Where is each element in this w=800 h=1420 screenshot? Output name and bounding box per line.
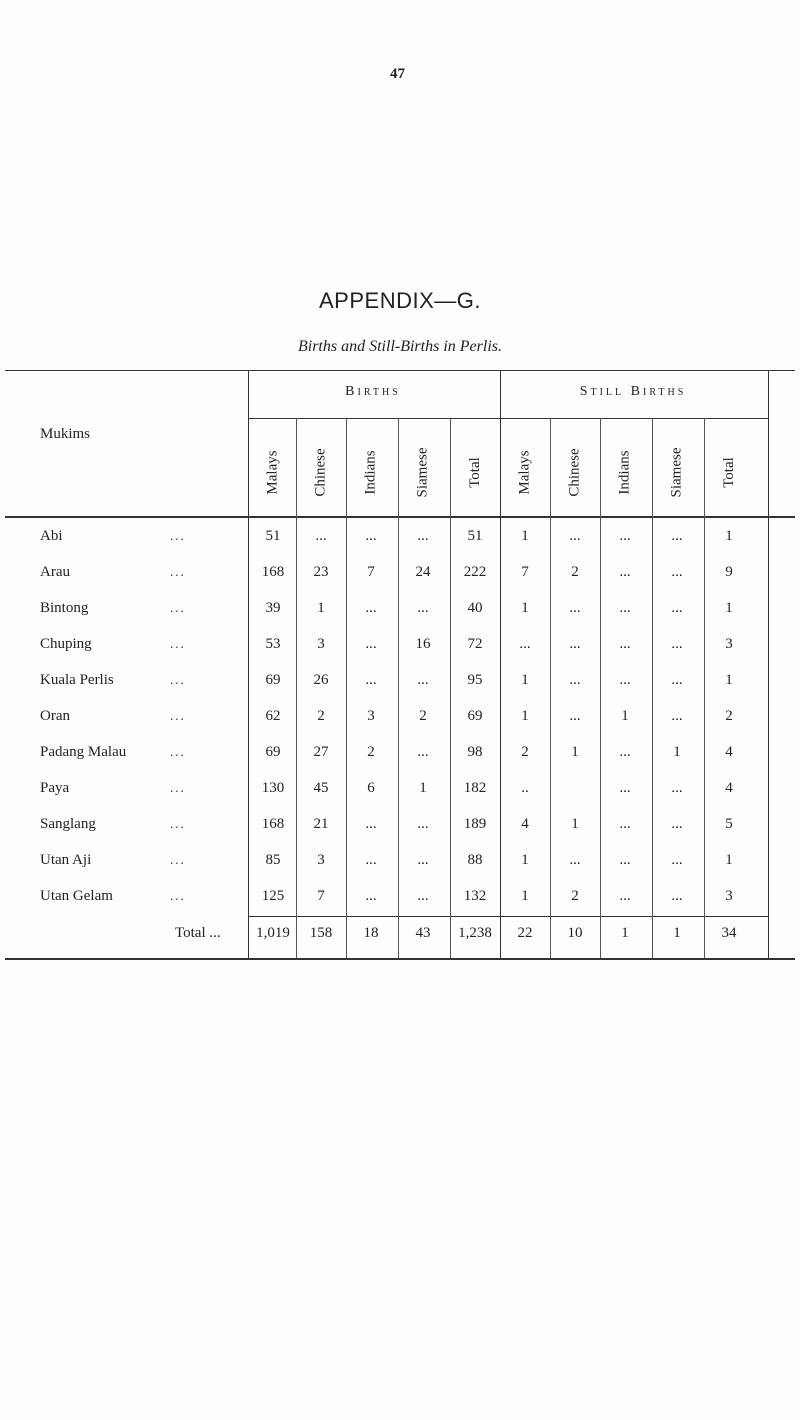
total-label: Total ...: [175, 925, 221, 941]
column-header-label: Indians: [616, 449, 633, 495]
table-cell: 4: [725, 780, 733, 796]
table-cell: 6: [367, 780, 375, 796]
table-cell: ...: [365, 528, 377, 544]
dot-leader: ...: [170, 636, 186, 651]
table-cell: 2: [571, 888, 579, 904]
table-cell: 88: [467, 852, 483, 868]
table-cell: ...: [519, 636, 531, 652]
dot-leader: ...: [170, 852, 186, 867]
table-cell: 1: [317, 600, 325, 616]
total-cell: 18: [363, 925, 379, 941]
table-cell: ...: [569, 528, 581, 544]
column-header-label: Malays: [264, 449, 281, 495]
table-cell: ...: [417, 600, 429, 616]
table-cell: ...: [417, 672, 429, 688]
table-cell: 72: [467, 636, 483, 652]
total-row: [0, 918, 800, 952]
table-cell: ...: [619, 780, 631, 796]
group-header-rule: [248, 418, 768, 419]
table-cell: 7: [521, 564, 529, 580]
table-cell: ...: [619, 600, 631, 616]
table-cell: 69: [467, 708, 483, 724]
table-cell: ...: [365, 888, 377, 904]
table-cell: 69: [265, 744, 281, 760]
table-top-rule: [5, 370, 795, 371]
table-cell: 1: [521, 708, 529, 724]
total-cell: 1,019: [256, 925, 290, 941]
dot-leader: ...: [170, 708, 186, 723]
table-cell: ...: [619, 816, 631, 832]
table-cell: 1: [621, 708, 629, 724]
table-cell: 21: [313, 816, 329, 832]
table-cell: 26: [313, 672, 329, 688]
mukim-name: Oran: [40, 708, 70, 724]
table-row: [0, 810, 800, 844]
table-cell: ...: [417, 744, 429, 760]
column-header-malays-births: [248, 422, 298, 522]
table-row: [0, 666, 800, 700]
mukim-name: Utan Aji: [40, 852, 92, 868]
column-header-label: Indians: [362, 449, 379, 495]
table-cell: ...: [365, 852, 377, 868]
dot-leader: ...: [170, 744, 186, 759]
table-cell: 132: [463, 888, 487, 904]
dot-leader: ...: [170, 528, 186, 543]
table-cell: 1: [725, 600, 733, 616]
table-row: [0, 774, 800, 808]
table-cell: 3: [725, 636, 733, 652]
table-cell: 1: [725, 528, 733, 544]
table-cell: ..: [521, 780, 529, 796]
column-header-label: Total: [720, 456, 737, 488]
table-cell: 182: [463, 780, 487, 796]
table-cell: 85: [265, 852, 281, 868]
table-cell: 27: [313, 744, 329, 760]
table-cell: 24: [415, 564, 431, 580]
table-cell: 7: [367, 564, 375, 580]
table-cell: 1: [673, 744, 681, 760]
table-cell: 2: [725, 708, 733, 724]
table-cell: 51: [265, 528, 281, 544]
group-label-births: Births: [345, 384, 401, 399]
table-cell: ...: [569, 636, 581, 652]
mukim-name: Utan Gelam: [40, 888, 113, 904]
total-cell: 22: [517, 925, 533, 941]
mukim-name: Chuping: [40, 636, 92, 652]
dot-leader: ...: [170, 780, 186, 795]
table-cell: 45: [313, 780, 329, 796]
table-cell: 168: [261, 564, 285, 580]
column-header-indians-births: [346, 422, 396, 522]
total-cell: 10: [567, 925, 583, 941]
column-header-label: Total: [466, 456, 483, 488]
table-cell: 1: [571, 744, 579, 760]
table-row: [0, 846, 800, 880]
table-cell: ...: [671, 600, 683, 616]
table-cell: 2: [571, 564, 579, 580]
table-cell: 3: [367, 708, 375, 724]
mukim-name: Kuala Perlis: [40, 672, 114, 688]
table-cell: 62: [265, 708, 281, 724]
mukim-name: Padang Malau: [40, 744, 127, 760]
table-cell: 3: [317, 852, 325, 868]
table-cell: ...: [365, 636, 377, 652]
table-cell: ...: [365, 816, 377, 832]
table-cell: 222: [463, 564, 487, 580]
table-cell: 40: [467, 600, 483, 616]
table-cell: 69: [265, 672, 281, 688]
table-row: [0, 702, 800, 736]
dot-leader: ...: [170, 564, 186, 579]
table-cell: ...: [365, 672, 377, 688]
table-cell: 1: [521, 528, 529, 544]
table-cell: ...: [671, 708, 683, 724]
mukim-name: Bintong: [40, 600, 89, 616]
table-bottom-rule: [5, 958, 795, 960]
table-cell: 1: [571, 816, 579, 832]
table-cell: 53: [265, 636, 281, 652]
table-cell: 1: [725, 852, 733, 868]
column-header-siamese-still-births: [652, 422, 702, 522]
total-cell: 43: [415, 925, 431, 941]
table-cell: 3: [725, 888, 733, 904]
table-cell: 9: [725, 564, 733, 580]
table-cell: ...: [619, 636, 631, 652]
total-cell: 1: [673, 925, 681, 941]
table-cell: 3: [317, 636, 325, 652]
table-cell: 2: [521, 744, 529, 760]
table-cell: ...: [569, 852, 581, 868]
mukim-name: Sanglang: [40, 816, 96, 832]
table-cell: 130: [261, 780, 285, 796]
page-number: 47: [390, 66, 405, 82]
table-cell: 2: [317, 708, 325, 724]
column-header-label: Chinese: [312, 447, 329, 497]
total-cell: 1,238: [458, 925, 492, 941]
table-cell: 5: [725, 816, 733, 832]
total-top-rule: [248, 916, 768, 917]
table-cell: ...: [671, 564, 683, 580]
mukim-name: Abi: [40, 528, 63, 544]
stub-header: Mukims: [40, 426, 91, 442]
table-cell: ...: [417, 816, 429, 832]
column-header-chinese-births: [296, 422, 346, 522]
table-cell: 1: [521, 888, 529, 904]
table-cell: 98: [467, 744, 483, 760]
table-cell: 16: [415, 636, 431, 652]
column-header-siamese-births: [398, 422, 448, 522]
total-cell: 1: [621, 925, 629, 941]
table-cell: 1: [521, 852, 529, 868]
table-cell: ...: [417, 528, 429, 544]
table-cell: 168: [261, 816, 285, 832]
table-cell: ...: [619, 672, 631, 688]
table-cell: ...: [417, 852, 429, 868]
table-row: [0, 522, 800, 556]
table-row: [0, 882, 800, 916]
table-cell: 1: [419, 780, 427, 796]
table-cell: 2: [419, 708, 427, 724]
table-cell: ...: [671, 816, 683, 832]
table-cell: ...: [365, 600, 377, 616]
table-row: [0, 594, 800, 628]
column-header-total-births: [450, 422, 500, 522]
table-cell: ...: [671, 672, 683, 688]
table-row: [0, 738, 800, 772]
table-cell: 1: [521, 672, 529, 688]
table-cell: ...: [671, 780, 683, 796]
total-cell: 34: [721, 925, 737, 941]
table-cell: ...: [569, 708, 581, 724]
total-cell: 158: [309, 925, 333, 941]
dot-leader: ...: [170, 672, 186, 687]
column-header-label: Chinese: [566, 447, 583, 497]
dot-leader: ...: [170, 888, 186, 903]
appendix-title: APPENDIX—G.: [319, 288, 481, 313]
table-cell: 51: [467, 528, 483, 544]
table-cell: ...: [671, 528, 683, 544]
table-cell: ...: [619, 888, 631, 904]
group-label-still-births: Still Births: [579, 384, 687, 399]
mukim-name: Paya: [40, 780, 70, 796]
table-cell: 1: [725, 672, 733, 688]
table-cell: ...: [619, 528, 631, 544]
table-cell: ...: [315, 528, 327, 544]
table-cell: ...: [619, 564, 631, 580]
column-header-label: Siamese: [414, 447, 431, 497]
table-cell: 4: [725, 744, 733, 760]
table-cell: 189: [463, 816, 487, 832]
mukim-name: Arau: [40, 564, 70, 580]
table-cell: 95: [467, 672, 483, 688]
column-header-label: Siamese: [668, 447, 685, 497]
table-row: [0, 558, 800, 592]
table-cell: ...: [619, 744, 631, 760]
dot-leader: ...: [170, 600, 186, 615]
table-cell: 1: [521, 600, 529, 616]
table-cell: ...: [619, 852, 631, 868]
table-cell: 39: [265, 600, 281, 616]
table-cell: ...: [417, 888, 429, 904]
column-header-indians-still-births: [600, 422, 650, 522]
table-cell: 7: [317, 888, 325, 904]
table-cell: 23: [313, 564, 329, 580]
column-header-malays-still-births: [500, 422, 550, 522]
column-header-label: Malays: [516, 449, 533, 495]
table-row: [0, 630, 800, 664]
table-cell: ...: [671, 852, 683, 868]
table-subtitle: Births and Still-Births in Perlis.: [297, 338, 502, 355]
table-cell: 4: [521, 816, 529, 832]
dot-leader: ...: [170, 816, 186, 831]
table-cell: ...: [569, 600, 581, 616]
table-cell: ...: [671, 636, 683, 652]
column-header-total-still-births: [704, 422, 754, 522]
table-cell: ...: [569, 672, 581, 688]
table-cell: 125: [261, 888, 285, 904]
column-header-chinese-still-births: [550, 422, 600, 522]
table-cell: ...: [671, 888, 683, 904]
table-cell: 2: [367, 744, 375, 760]
